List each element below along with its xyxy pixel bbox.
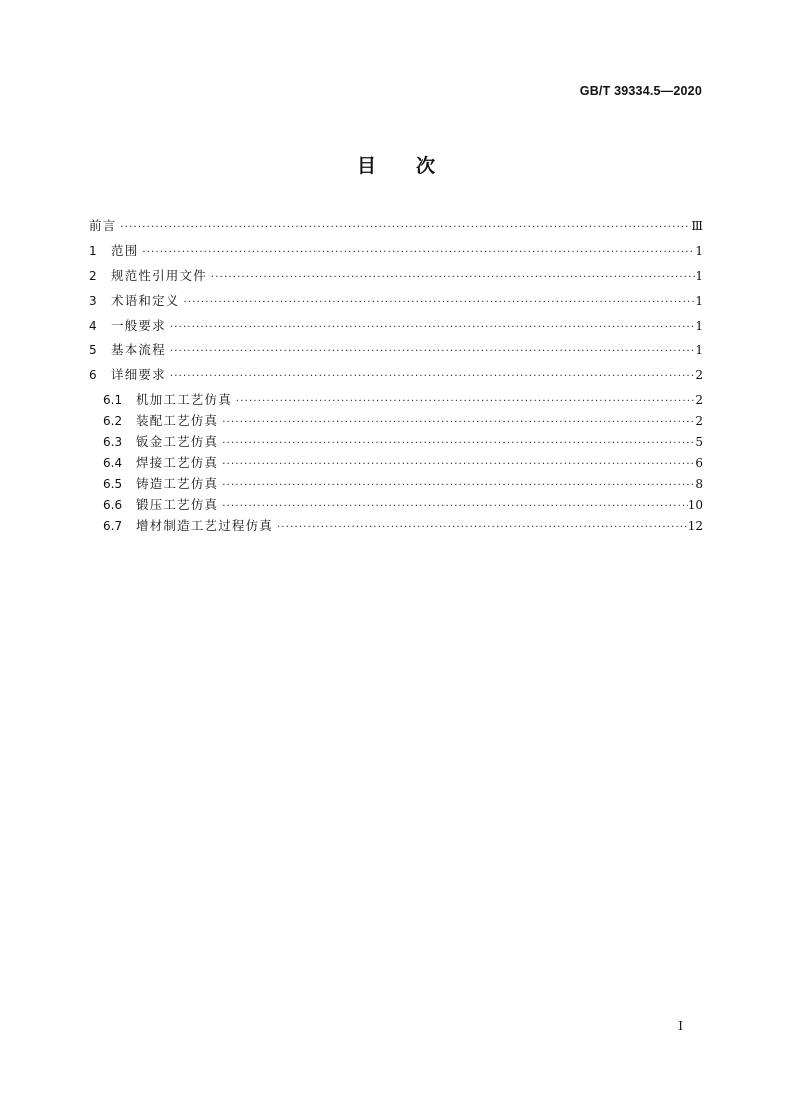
toc-entry-label: 机加工工艺仿真: [136, 392, 232, 408]
toc-leader-dots: [222, 459, 695, 470]
toc-entry-label: 术语和定义: [111, 292, 180, 308]
toc-leader-dots: [170, 371, 696, 382]
toc-entry-3[interactable]: [89, 291, 703, 316]
toc-entry-number: 6.2: [103, 414, 123, 429]
toc-entry-page: 2: [695, 414, 703, 429]
toc-leader-dots: [222, 501, 688, 512]
toc-entry-label: 基本流程: [111, 342, 166, 358]
toc-entry-6-4[interactable]: [89, 453, 703, 474]
toc-leader-dots: [222, 417, 695, 428]
toc-entry-page: 2: [695, 393, 703, 408]
toc-entry-label: 详细要求: [111, 367, 166, 383]
toc-entry-4[interactable]: [89, 316, 703, 341]
toc-entry-2[interactable]: [89, 266, 703, 291]
toc-entry-page: Ⅲ: [691, 219, 703, 233]
toc-entry-number: 2: [89, 268, 97, 283]
toc-entry-label: 铸造工艺仿真: [136, 475, 219, 491]
toc-leader-dots: [277, 522, 688, 533]
toc-leader-dots: [184, 297, 696, 308]
table-of-contents: [89, 216, 703, 536]
toc-title: [0, 151, 792, 178]
toc-entry-number: 6.4: [103, 455, 123, 470]
toc-title-part1: 目: [356, 155, 376, 177]
toc-leader-dots: [120, 222, 691, 233]
toc-entry-6-5[interactable]: [89, 474, 703, 495]
toc-entry-label: 焊接工艺仿真: [136, 454, 219, 470]
toc-entry-5[interactable]: [89, 340, 703, 365]
toc-entry-page: 8: [695, 476, 703, 491]
toc-entry-1[interactable]: [89, 241, 703, 266]
toc-leader-dots: [222, 480, 695, 491]
toc-entry-page: 6: [695, 455, 703, 470]
toc-entry-number: 4: [89, 318, 97, 333]
toc-leader-dots: [211, 272, 695, 283]
toc-entry-6[interactable]: [89, 365, 703, 390]
toc-entry-number: 6.3: [103, 435, 123, 450]
toc-entry-page: 1: [695, 243, 703, 258]
toc-entry-label: 前言: [89, 218, 117, 233]
toc-entry-6-3[interactable]: [89, 432, 703, 453]
toc-leader-dots: [222, 438, 695, 449]
toc-entry-foreword[interactable]: [89, 216, 703, 241]
toc-entry-page: 1: [695, 318, 703, 333]
toc-entry-label: 钣金工艺仿真: [136, 434, 219, 450]
toc-leader-dots: [142, 247, 695, 258]
toc-entry-page: 2: [695, 368, 703, 383]
toc-entry-number: 6.1: [103, 393, 123, 408]
toc-entry-6-7[interactable]: [89, 516, 703, 537]
toc-entry-label: 规范性引用文件: [111, 267, 207, 283]
toc-entry-number: 6.5: [103, 476, 123, 491]
toc-entry-number: 1: [89, 243, 97, 258]
toc-entry-6-6[interactable]: [89, 495, 703, 516]
toc-entry-page: 10: [687, 497, 703, 512]
toc-leader-dots: [170, 322, 696, 333]
toc-leader-dots: [236, 396, 695, 407]
toc-entry-number: 6: [89, 368, 97, 383]
toc-entry-label: 锻压工艺仿真: [136, 496, 219, 512]
toc-entry-page: 1: [695, 268, 703, 283]
toc-entry-number: 5: [89, 343, 97, 358]
toc-entry-number: 6.7: [103, 518, 123, 533]
toc-entry-label: 一般要求: [111, 317, 166, 333]
standard-number: GB/T 39334.5—2020: [579, 84, 702, 98]
toc-entry-6-1[interactable]: [89, 390, 703, 411]
toc-entry-number: 3: [89, 293, 97, 308]
toc-entry-label: 装配工艺仿真: [136, 413, 219, 429]
page-number: I: [678, 1019, 683, 1033]
toc-leader-dots: [170, 346, 696, 357]
toc-entry-page: 12: [687, 518, 703, 533]
toc-entry-page: 5: [695, 435, 703, 450]
toc-entry-page: 1: [695, 293, 703, 308]
toc-entry-number: 6.6: [103, 497, 123, 512]
toc-entry-label: 增材制造工艺过程仿真: [136, 517, 274, 533]
toc-title-part2: 次: [416, 155, 436, 177]
toc-entry-6-2[interactable]: [89, 411, 703, 432]
toc-entry-page: 1: [695, 343, 703, 358]
toc-entry-label: 范围: [111, 242, 139, 258]
